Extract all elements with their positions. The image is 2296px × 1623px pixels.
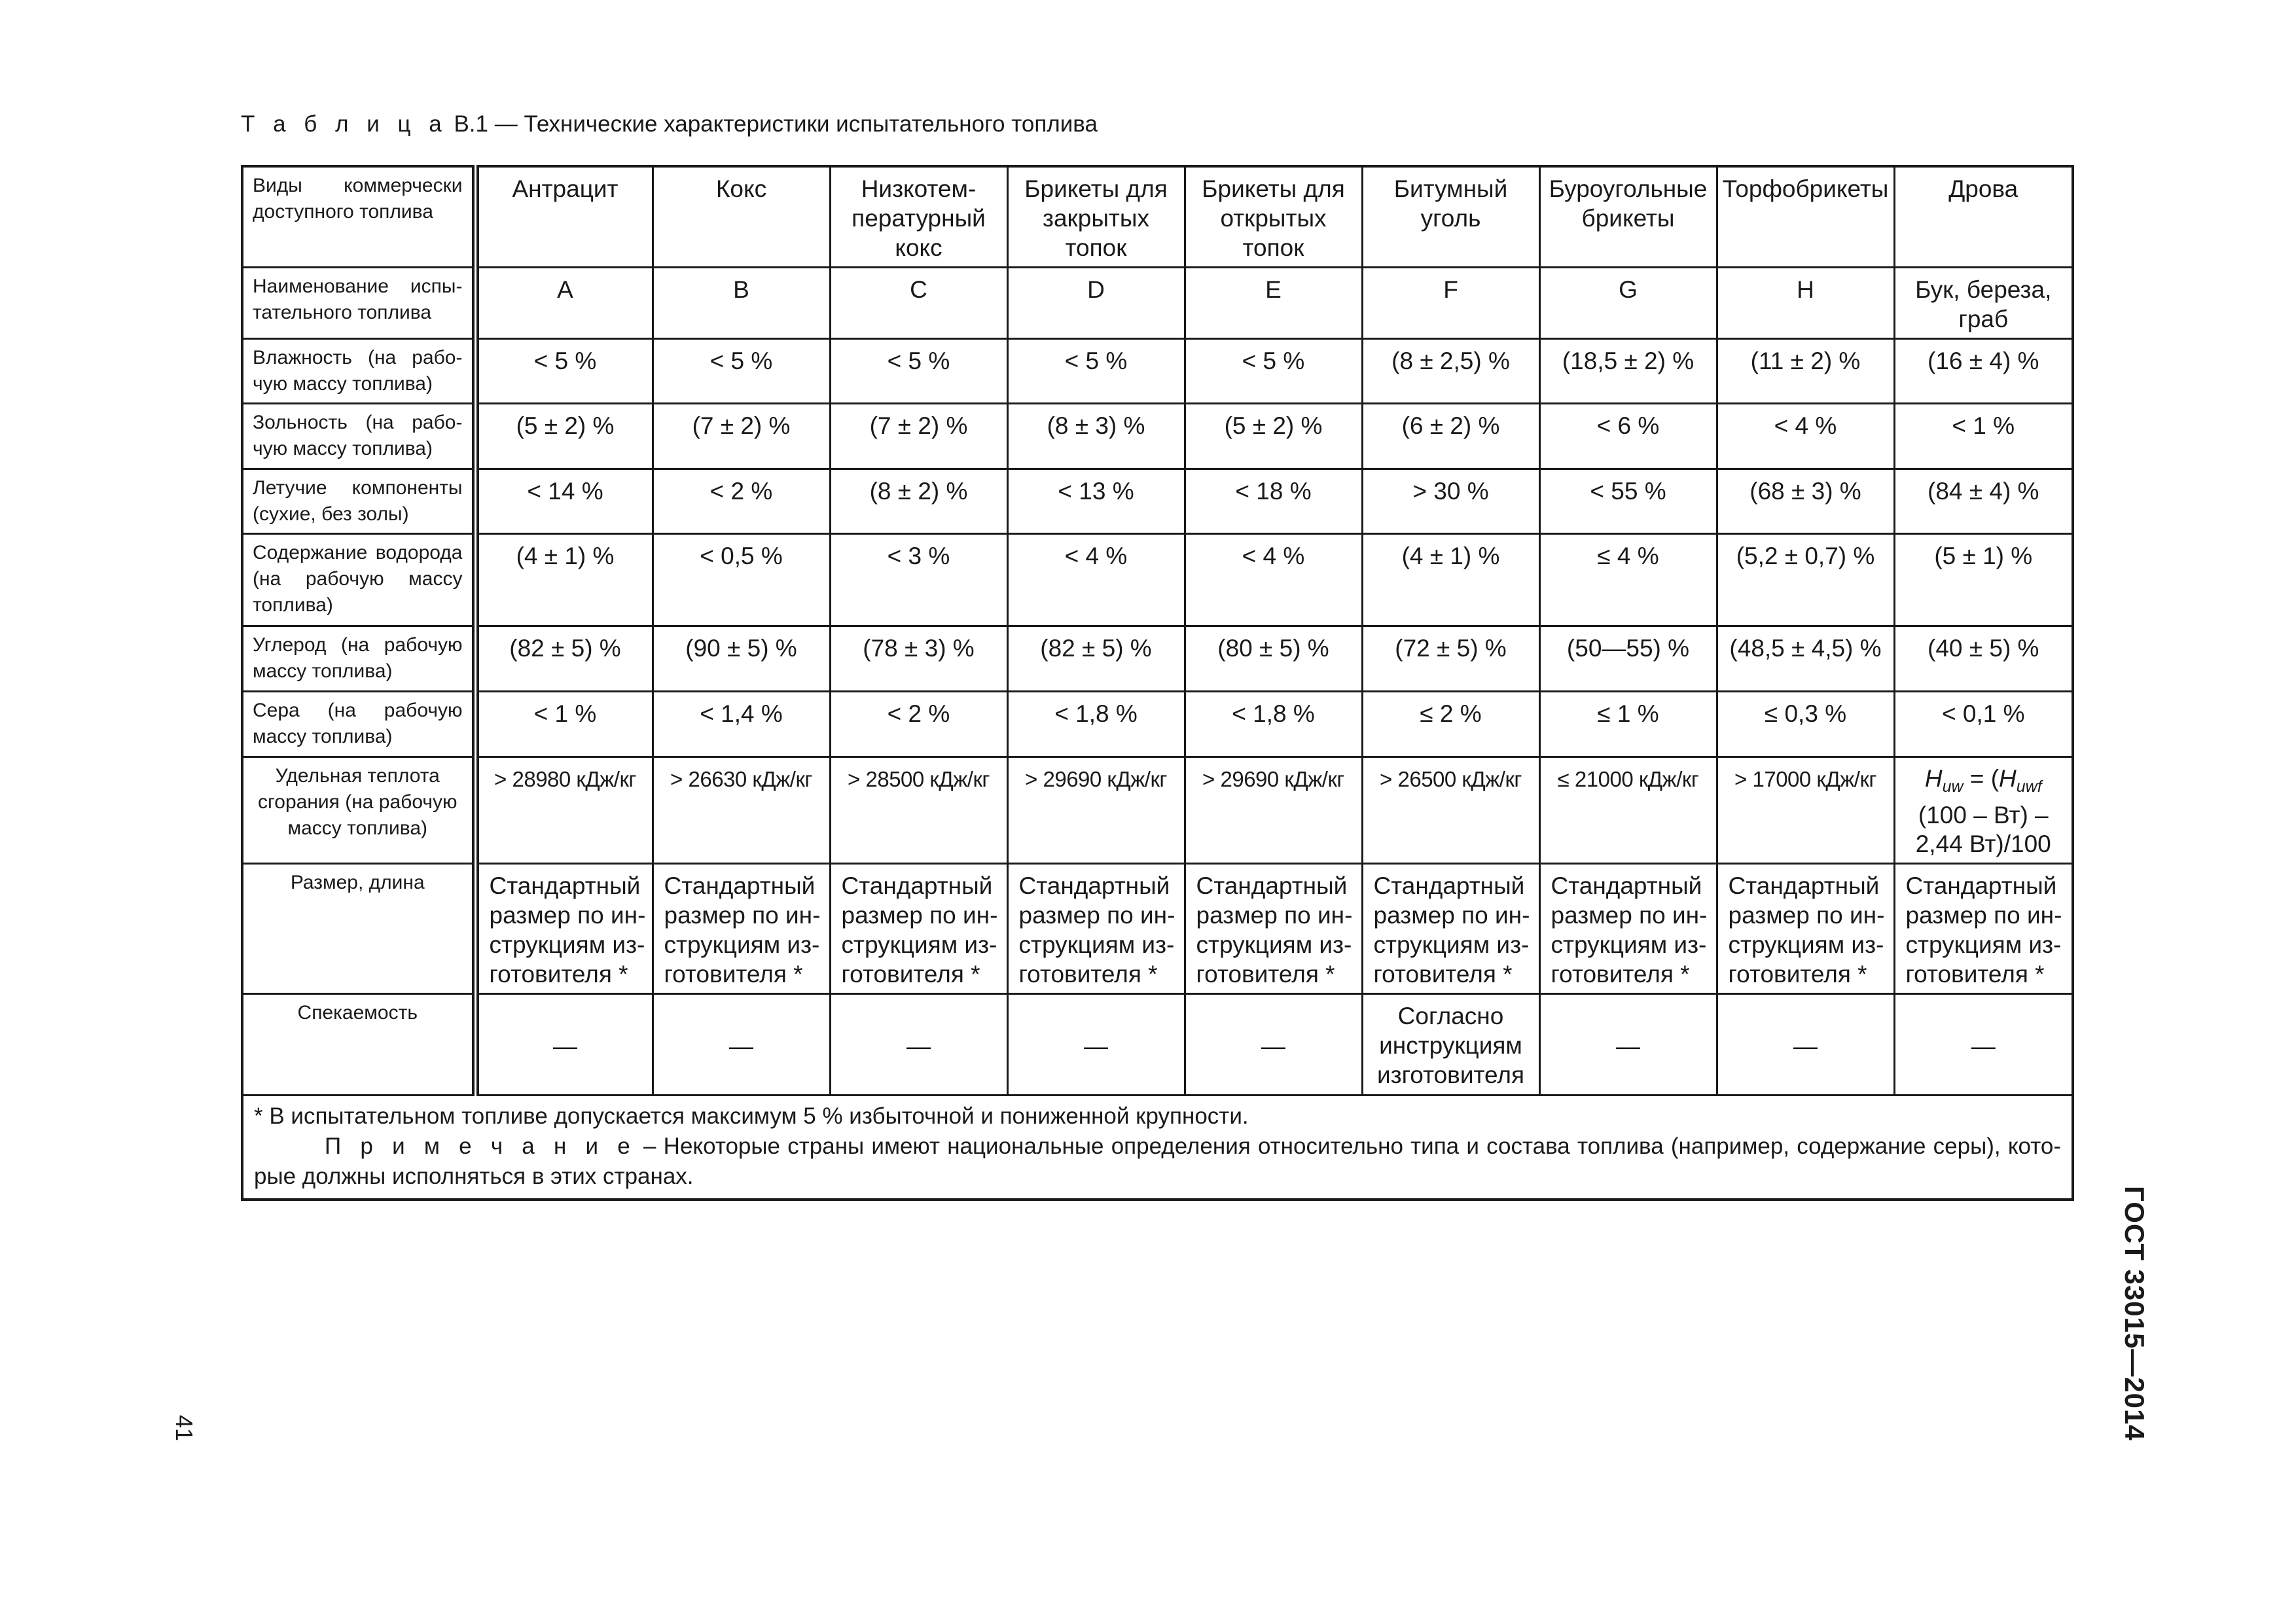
table-row [242,994,2073,1096]
table-cell: (4 ± 1) % [475,534,653,626]
table-cell: (5 ± 1) % [1894,534,2073,626]
table-cell: Низкотемпературный кокс [830,166,1007,268]
table-row [242,166,2073,268]
table-cell: < 14 % [475,469,653,534]
table-cell: (90 ± 5) % [653,626,830,692]
formula-subscript-uwf: uwf [2016,777,2042,796]
fuel-specs-table [241,165,2074,1201]
row-header: Зольность (на рабочую массу топлива) [242,404,475,469]
table-cell: < 18 % [1185,469,1362,534]
table-row [242,268,2073,339]
table-cell: Антрацит [475,166,653,268]
table-cell: Стандартный размер по инструкциям изготовителя * [1362,864,1539,994]
formula-symbol-h: H [1924,765,1943,792]
table-cell: ≤ 4 % [1539,534,1717,626]
table-cell: > 30 % [1362,469,1539,534]
caption-text: В.1 — Технические характеристики испытательного топлива [447,111,1098,137]
table-caption [241,111,1098,137]
table-cell: Стандартный размер по инструкциям изготовителя * [1185,864,1362,994]
table-cell: A [475,268,653,339]
table-cell: (48,5 ± 4,5) % [1717,626,1894,692]
note-text: – Некоторые страны имеют национальные определения относительно типа и состава топлива (например, содержание серы), которые должны исполняться в этих странах. [254,1133,2061,1189]
table-cell: < 1,4 % [653,692,830,757]
table-cell: < 13 % [1007,469,1185,534]
table-cell: < 4 % [1717,404,1894,469]
standard-code: ГОСТ 33015—2014 [2119,1186,2150,1441]
table-row [242,534,2073,626]
table-cell: Брикеты для открытых топок [1185,166,1362,268]
table-cell: Битумный уголь [1362,166,1539,268]
table-cell: ≤ 1 % [1539,692,1717,757]
table-cell: < 2 % [653,469,830,534]
table-cell: Брикеты для закрытых топок [1007,166,1185,268]
table-cell: < 0,5 % [653,534,830,626]
table-cell: (50—55) % [1539,626,1717,692]
row-header: Спекаемость [242,994,475,1096]
table-cell: Стандартный размер по инструкциям изготовителя * [830,864,1007,994]
table-cell: Стандартный размер по инструкциям изготовителя * [1539,864,1717,994]
table-cell: (68 ± 3) % [1717,469,1894,534]
row-header: Наименование испытательного топлива [242,268,475,339]
table-cell: > 26500 кДж/кг [1362,757,1539,864]
table-cell: < 1 % [1894,404,2073,469]
note-label: П р и м е ч а н и е [325,1133,636,1159]
table-row [242,864,2073,994]
table-cell: < 5 % [1185,339,1362,404]
table-cell: — [1894,994,2073,1096]
table-cell: C [830,268,1007,339]
table-cell: < 5 % [830,339,1007,404]
table-cell: > 26630 кДж/кг [653,757,830,864]
table-cell: > 29690 кДж/кг [1007,757,1185,864]
table-cell: Стандартный размер по инструкциям изготовителя * [653,864,830,994]
table-cell: > 17000 кДж/кг [1717,757,1894,864]
table-cell: F [1362,268,1539,339]
table-cell: (8 ± 2,5) % [1362,339,1539,404]
table-cell: Бук, береза, граб [1894,268,2073,339]
table-cell: — [1717,994,1894,1096]
row-header: Сера (на рабочую массу топлива) [242,692,475,757]
table-cell: < 2 % [830,692,1007,757]
table-cell: ≤ 2 % [1362,692,1539,757]
table-cell: H [1717,268,1894,339]
table-cell: < 4 % [1185,534,1362,626]
formula-equals: = ( [1963,765,2000,792]
table-cell: (72 ± 5) % [1362,626,1539,692]
heating-value-formula [1894,757,2073,864]
row-header: Удельная теплота сгорания (на рабочую массу топлива) [242,757,475,864]
table-cell: < 5 % [1007,339,1185,404]
table-cell: Торфобрикеты [1717,166,1894,268]
table-cell: (7 ± 2) % [830,404,1007,469]
table-cell: Дрова [1894,166,2073,268]
table-cell: (18,5 ± 2) % [1539,339,1717,404]
table-cell: — [830,994,1007,1096]
table-row [242,757,2073,864]
table-cell: Согласно инструкциям изготовителя [1362,994,1539,1096]
formula-symbol-h2: H [1999,765,2017,792]
table-cell: Буроугольные брикеты [1539,166,1717,268]
table-row [242,339,2073,404]
table-cell: Стандартный размер по инструкциям изготовителя * [475,864,653,994]
table-row [242,626,2073,692]
row-header: Углерод (на рабочую массу топлива) [242,626,475,692]
row-header: Влажность (на рабочую массу топлива) [242,339,475,404]
table-cell: (82 ± 5) % [1007,626,1185,692]
footnote: * В испытательном топливе допускается максимум 5 % избыточной и пониженной крупности. [254,1103,1249,1129]
table-cell: — [475,994,653,1096]
row-header: Содержание водорода (на рабочую массу топлива) [242,534,475,626]
notes-row [242,1096,2073,1200]
table-cell: < 0,1 % [1894,692,2073,757]
table-body [242,166,2073,1200]
row-header: Виды коммерчески доступного топлива [242,166,475,268]
table-cell: (16 ± 4) % [1894,339,2073,404]
table-cell: < 4 % [1007,534,1185,626]
table-cell: — [1539,994,1717,1096]
table-cell: B [653,268,830,339]
caption-label: Т а б л и ц а [241,111,448,137]
table-cell: > 28500 кДж/кг [830,757,1007,864]
table-cell: (6 ± 2) % [1362,404,1539,469]
table-cell: Кокс [653,166,830,268]
table-cell: (5 ± 2) % [1185,404,1362,469]
table-cell: < 55 % [1539,469,1717,534]
table-cell: (4 ± 1) % [1362,534,1539,626]
table-cell: (84 ± 4) % [1894,469,2073,534]
table-cell: ≤ 21000 кДж/кг [1539,757,1717,864]
note-paragraph [254,1132,2061,1192]
table-cell: (78 ± 3) % [830,626,1007,692]
table-cell: D [1007,268,1185,339]
table-cell: (40 ± 5) % [1894,626,2073,692]
table-cell: < 3 % [830,534,1007,626]
table-cell: > 28980 кДж/кг [475,757,653,864]
table-row [242,404,2073,469]
table-row [242,692,2073,757]
table-cell: (7 ± 2) % [653,404,830,469]
table-cell: (82 ± 5) % [475,626,653,692]
table-cell: < 5 % [475,339,653,404]
table-cell: < 1 % [475,692,653,757]
table-row [242,469,2073,534]
table-cell: (8 ± 3) % [1007,404,1185,469]
table-cell: (5,2 ± 0,7) % [1717,534,1894,626]
table-cell: Стандартный размер по инструкциям изготовителя * [1007,864,1185,994]
table-cell: < 1,8 % [1007,692,1185,757]
table-cell: (5 ± 2) % [475,404,653,469]
table-cell: — [653,994,830,1096]
table-cell: > 29690 кДж/кг [1185,757,1362,864]
table-cell: ≤ 0,3 % [1717,692,1894,757]
page-number: 41 [171,1415,198,1442]
table-cell: < 5 % [653,339,830,404]
table-cell: Стандартный размер по инструкциям изготовителя * [1894,864,2073,994]
formula-subscript-uw: uw [1942,777,1964,796]
table-cell: (11 ± 2) % [1717,339,1894,404]
table-cell: — [1007,994,1185,1096]
table-cell: — [1185,994,1362,1096]
table-cell: (8 ± 2) % [830,469,1007,534]
table-cell: < 6 % [1539,404,1717,469]
formula-rest: (100 – Вт) – 2,44 Вт)/100 [1915,802,2051,857]
table-cell: < 1,8 % [1185,692,1362,757]
table-notes [242,1096,2073,1200]
table-cell: (80 ± 5) % [1185,626,1362,692]
table-cell: Стандартный размер по инструкциям изготовителя * [1717,864,1894,994]
row-header: Летучие компоненты (сухие, без золы) [242,469,475,534]
table-cell: G [1539,268,1717,339]
table-cell: E [1185,268,1362,339]
row-header: Размер, длина [242,864,475,994]
